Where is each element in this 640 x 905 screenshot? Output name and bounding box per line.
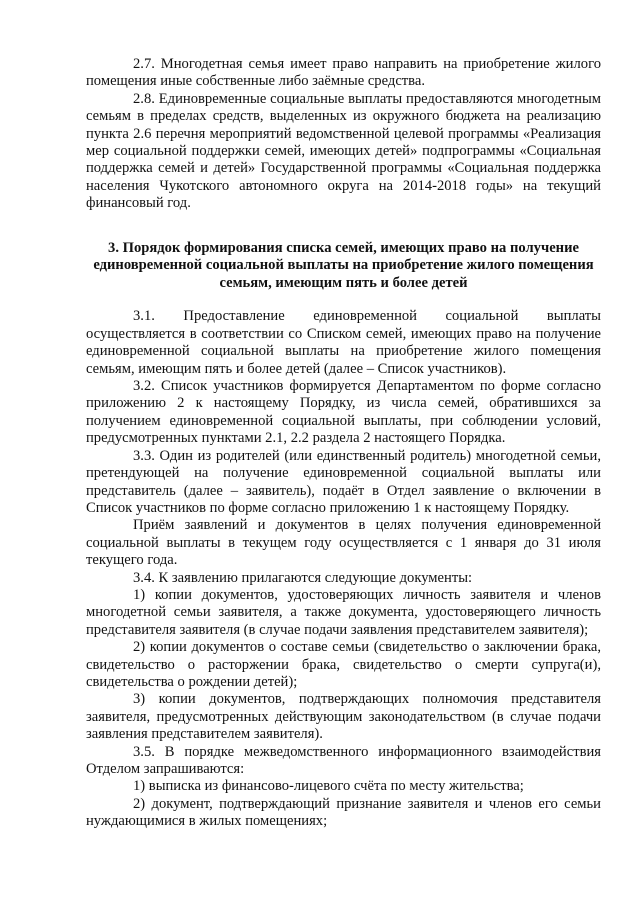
list-item-3-5-1: 1) выписка из финансово-лицевого счёта по месту жительства; (133, 778, 524, 795)
document-page (86, 56, 601, 831)
paragraph-3-3-reception: Приём заявлений и документов в целях получения единовременной социальной выплаты в текущем году осуществляется с 1 января до 31 июля текущего года. (86, 517, 601, 569)
list-item-3-4-3: 3) копии документов, подтверждающих полномочия представителя заявителя, предусмотренных действующим законодательством (в случае подачи заявления представителем заявителя). (86, 691, 601, 743)
section-3-heading: 3. Порядок формирования списка семей, имеющих право на получение единовременной социальной выплаты на приобретение жилого помещения семьям, имеющим пять и более детей (93, 239, 594, 291)
paragraph-3-5: 3.5. В порядке межведомственного информационного взаимодействия Отделом запрашиваются: (86, 743, 601, 777)
paragraph-3-3: 3.3. Один из родителей (или единственный родитель) многодетной семьи, претендующей на получение единовременной социальной выплаты или представитель (далее – заявитель), подаёт в Отдел заявление о включении в Список участников по форме согласно приложению 1 к настоящему Порядку. (86, 447, 601, 516)
list-item-3-4-2: 2) копии документов о составе семьи (свидетельство о заключении брака, свидетельство о расторжении брака, свидетельство о смерти супруга(и), свидетельства о рождении детей); (86, 639, 601, 690)
list-item-3-5-2: 2) документ, подтверждающий признание заявителя и членов его семьи нуждающимися в жилых помещениях; (86, 795, 601, 830)
paragraph-3-1: 3.1. Предоставление единовременной социальной выплаты осуществляется в соответствии со Списком семей, имеющих право на получение единовременной социальной выплаты на приобретение жилого помещения семьям, имеющим пять и более детей (далее – Список участников). (86, 308, 601, 377)
paragraph-3-2: 3.2. Список участников формируется Департаментом по форме согласно приложению 2 к настоящему Порядку, из числа семей, обратившихся за получением единовременной социальной выплаты, при соблюдении условий, предусмотренных пунктами 2.1, 2.2 раздела 2 настоящего Порядка. (86, 378, 601, 447)
paragraph-3-4: 3.4. К заявлению прилагаются следующие документы: (133, 569, 473, 586)
list-item-3-4-1: 1) копии документов, удостоверяющих личность заявителя и членов многодетной семьи заявителя, а также документа, удостоверяющего личность представителя заявителя (в случае подачи заявления представителем заявителя); (86, 586, 601, 638)
paragraph-2-8: 2.8. Единовременные социальные выплаты предоставляются многодетным семьям в пределах средств, выделенных из окружного бюджета на реализацию пункта 2.6 перечня мероприятий ведомственной целевой программы «Реализация мер социальной поддержки семей, имеющих детей» подпрограммы «Социальная поддержка семей и детей» Государственной программы «Социальная поддержка населения Чукотского автономного округа на 2014-2018 годы» на текущий финансовый год. (86, 90, 601, 212)
paragraph-2-7: 2.7. Многодетная семья имеет право направить на приобретение жилого помещения иные собственные либо заёмные средства. (86, 56, 601, 90)
